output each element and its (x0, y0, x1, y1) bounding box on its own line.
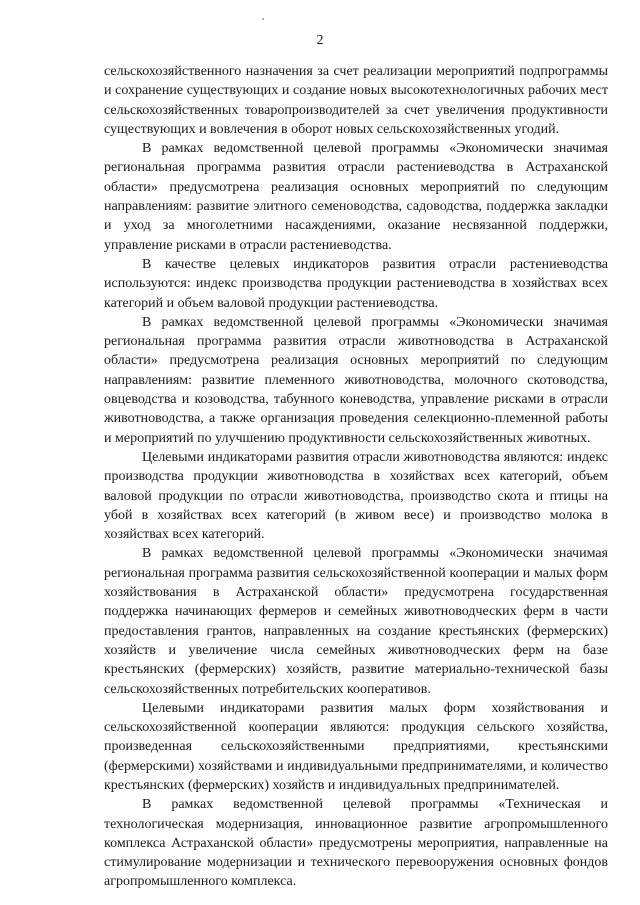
paragraph-continuation: сельскохозяйственного назначения за счет реализации мероприятий подпрограммы и сохранение существующих и создание новых высокотехнологичных рабочих мест сельскохозяйственных товаропроизводителей за счет увеличения продуктивности существующих и вовлечения в оборот новых сельскохозяйственных угодий. (104, 64, 608, 137)
paragraph-livestock-indicators: Целевыми индикаторами развития отрасли животноводства являются: индекс производства продукции животноводства в хозяйствах всех категорий, объем валовой продукции по отрасли животноводства, производство скота и птицы на убой в хозяйствах всех категорий (в живом весе) и производство молока в хозяйствах всех категорий. (104, 449, 608, 543)
paragraph-crop-indicators: В качестве целевых индикаторов развития отрасли растениеводства используются: индекс производства продукции растениеводства в хозяйствах всех категорий и объем валовой продукции растениеводства. (104, 256, 608, 311)
scan-speck (262, 18, 264, 20)
page-number: 2 (316, 33, 324, 48)
paragraph-cooperation-indicators: Целевыми индикаторами развития малых форм хозяйствования и сельскохозяйственной кооперации являются: продукция сельского хозяйства, произведенная сельскохозяйственными предприятиями, крестьянскими (фермерскими) хозяйствами и индивидуальными предпринимателями, и количество крестьянских (фермерских) хозяйств и индивидуальных предпринимателей. (104, 700, 608, 793)
paragraph-livestock-program: В рамках ведомственной целевой программы «Экономически значимая региональная программа развития отрасли животноводства в Астраханской области» предусмотрена реализация основных мероприятий по следующим направлениям: развитие племенного животноводства, молочного скотоводства, овцеводства и козоводства, табунного коневодства, управление рисками в отрасли животноводства, а также организация проведения селекционно-племенной работы и мероприятий по улучшению продуктивности сельскохозяйственных животных. (104, 314, 608, 446)
body-text (104, 62, 608, 892)
paragraph-crop-program: В рамках ведомственной целевой программы «Экономически значимая региональная программа развития отрасли растениеводства в Астраханской области» предусмотрена реализация основных мероприятий по следующим направлениям: развитие элитного семеноводства, садоводства, поддержка закладки и уход за многолетними насаждениями, оказание несвязанной поддержки, управление рисками в отрасли растениеводства. (104, 141, 608, 253)
paragraph-cooperation-program: В рамках ведомственной целевой программы «Экономически значимая региональная программа развития сельскохозяйственной кооперации и малых форм хозяйствования в Астраханской области» предусмотрена государственная поддержка начинающих фермеров и семейных животноводческих ферм в части предоставления грантов, направленных на создание крестьянских (фермерских) хозяйств и увеличение числа семейных животноводческих ферм на базе крестьянских (фермерских) хозяйств, развитие материально-технической базы сельскохозяйственных потребительских кооперативов. (104, 546, 608, 697)
paragraph-modernization-program: В рамках ведомственной целевой программы «Техническая и технологическая модернизация, инновационное развитие агропромышленного комплекса Астраханской области» предусмотрены мероприятия, направленные на стимулирование модернизации и технического перевооружения основных фондов агропромышленного комплекса. (104, 797, 608, 890)
